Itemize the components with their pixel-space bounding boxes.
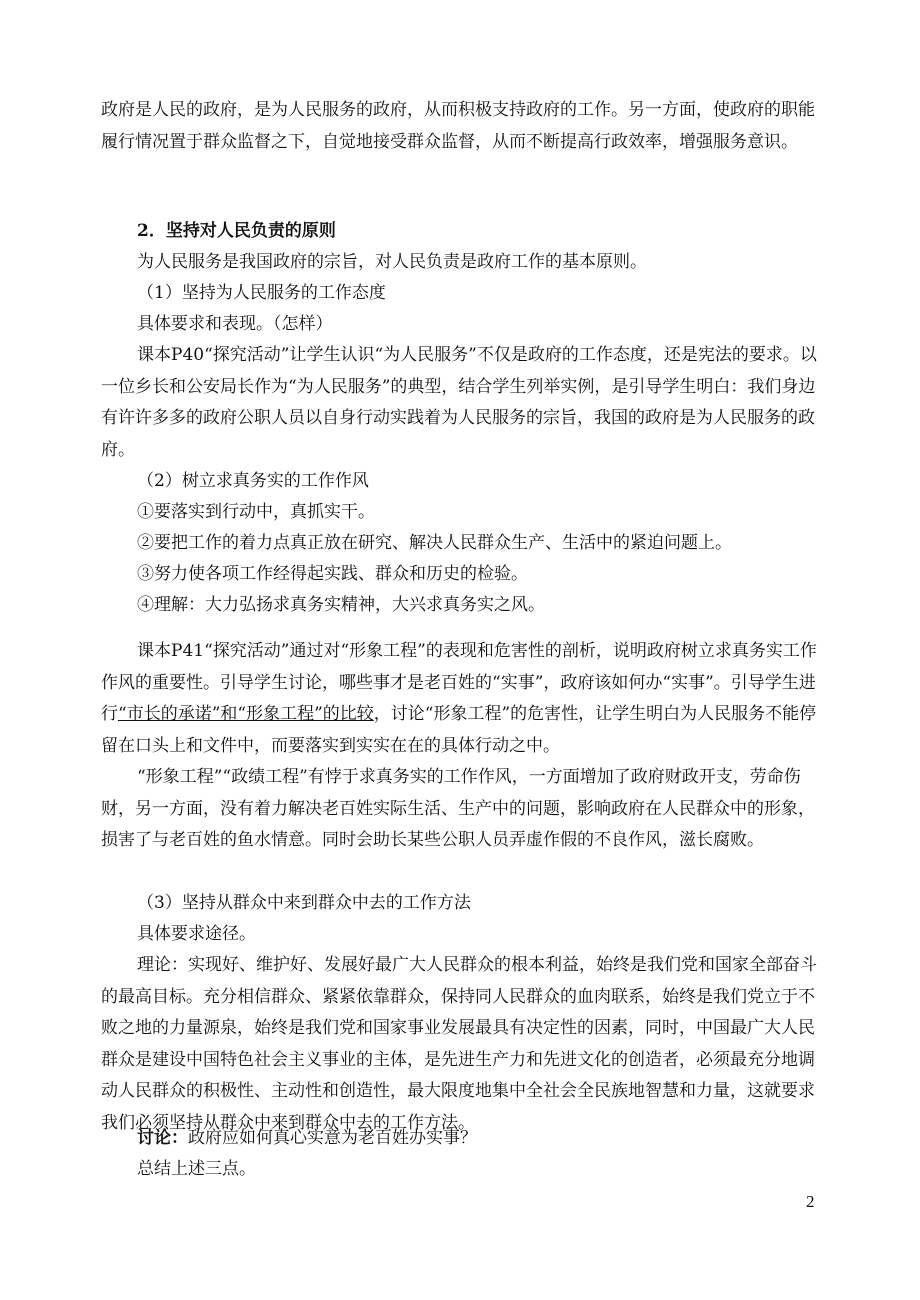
paragraph-image-projects: “形象工程”“政绩工程”有悖于求真务实的工作作风，一方面增加了政府财政开支，劳命伤财，另一方面，没有着力解决老百姓实际生活、生产中的问题，影响政府在人民群众中的形象，损害了与老百姓的鱼水情意。同时会助长某些公职人员弄虚作假的不良作风，滋长腐败。	[101, 767, 815, 850]
discussion-question: 政府应如何真心实意为老百姓办实事？	[188, 1128, 477, 1148]
paragraph-summary: 总结上述三点。	[137, 1159, 256, 1179]
discussion-label: 讨论：	[137, 1128, 188, 1148]
paragraph-p41-activity	[101, 636, 821, 762]
paragraph-requirements: 具体要求和表现。（怎样）	[137, 314, 333, 334]
underlined-comparison: “市长的承诺”和“形象工程”的比较	[118, 704, 374, 724]
text-run: ，讨论“形象工程”的危害性，让学生明白为人民服务不能停留在口头上和文件中，而要落实到实实在在的具体行动之中。	[101, 704, 817, 756]
subheading-mass-line: （3）坚持从群众中来到群众中去的工作方法	[137, 893, 471, 913]
paragraph-p40-activity: 课本P40“探究活动”让学生认识“为人民服务”不仅是政府的工作态度，还是宪法的要求。以一位乡长和公安局长作为“为人民服务”的典型，结合学生列举实例，是引导学生明白：我们身边有许许多多的政府公职人员以自身行动实践着为人民服务的宗旨，我国的政府是为人民服务的政府。	[101, 345, 817, 460]
paragraph-supervision: 政府是人民的政府，是为人民服务的政府，从而积极支持政府的工作。另一方面，使政府的职能履行情况置于群众监督之下，自觉地接受群众监督，从而不断提高行政效率，增强服务意识。	[101, 100, 815, 152]
list-item-4: ④理解：大力弘扬求真务实精神，大兴求真务实之风。	[137, 595, 545, 615]
page-number: 2	[806, 1192, 815, 1211]
list-item-3: ③努力使各项工作经得起实践、群众和历史的检验。	[137, 564, 528, 584]
subheading-attitude: （1）坚持为人民服务的工作态度	[137, 283, 386, 303]
text-run: 课本P41“探究活动”通过对“形象工程”的表现和危害性的剖析，说明政府树立求真务实工作作风的重要性。引导学生讨论，哪些事才是老百姓的“实事”，政府该如何办“实事”。引导学生进行	[101, 641, 817, 724]
section-heading-principle: 2．坚持对人民负责的原则	[137, 221, 336, 241]
paragraph-path: 具体要求途径。	[137, 924, 256, 944]
list-item-1: ①要落实到行动中，真抓实干。	[137, 502, 375, 522]
list-item-2: ②要把工作的着力点真正放在研究、解决人民群众生产、生活中的紧迫问题上。	[137, 533, 732, 553]
subheading-work-style: （2）树立求真务实的工作作风	[137, 471, 369, 491]
paragraph-theory: 理论：实现好、维护好、发展好最广大人民群众的根本利益，始终是我们党和国家全部奋斗的最高目标。充分相信群众、紧紧依靠群众，保持同人民群众的血肉联系，始终是我们党立于不败之地的力量源泉，始终是我们党和国家事业发展最具有决定性的因素，同时，中国最广大人民群众是建设中国特色社会主义事业的主体，是先进生产力和先进文化的创造者，必须最充分地调动人民群众的积极性、主动性和创造性，最大限度地集中全社会全民族地智慧和力量，这就要求我们必须坚持从群众中来到群众中去的工作方法。	[101, 955, 817, 1133]
paragraph-purpose: 为人民服务是我国政府的宗旨，对人民负责是政府工作的基本原则。	[137, 252, 647, 272]
paragraph-discussion	[101, 1123, 821, 1155]
